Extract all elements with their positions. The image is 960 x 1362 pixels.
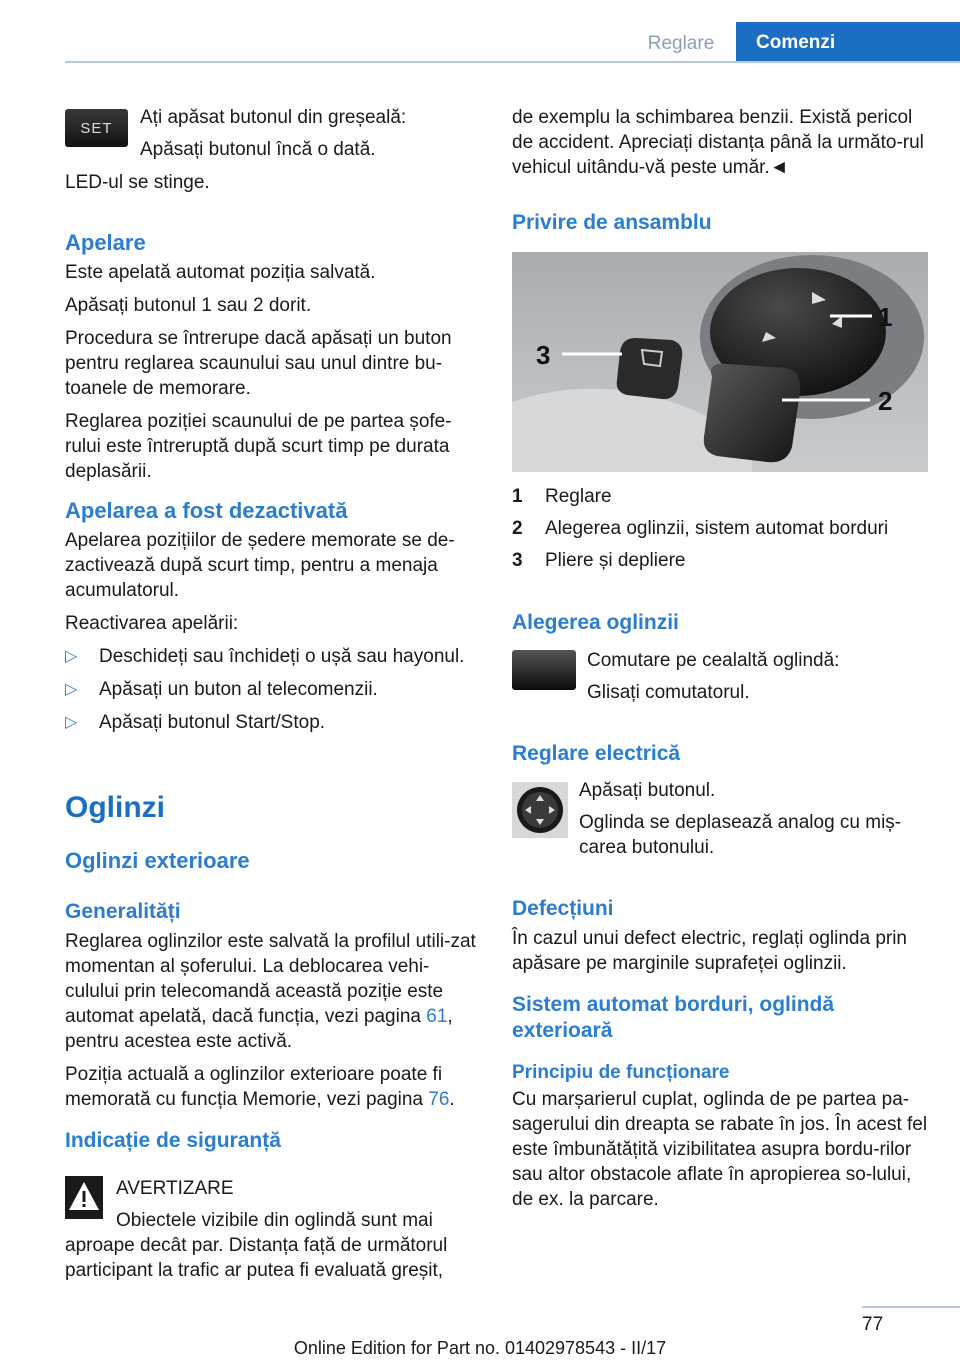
legend-text: Pliere și depliere bbox=[545, 550, 686, 571]
set-text-1: Ați apăsat butonul din greșeală: bbox=[140, 107, 407, 128]
warning-text: Obiectele vizibile din oglindă sunt mai aproape decât par. Distanța față de următorul participant la trafic ar putea fi evaluată greșit, bbox=[65, 1210, 448, 1281]
bullet-icon: ▷ bbox=[65, 714, 78, 731]
heading-reglare-electrica: Reglare electrică bbox=[512, 742, 681, 765]
set-button-icon bbox=[65, 109, 128, 147]
paragraph-text: Poziția actuală a oglinzilor exterioare poate fi memorată cu funcția Memorie, vezi pagina bbox=[65, 1064, 443, 1110]
callout-2: 2 bbox=[878, 386, 893, 416]
set-text-2: Apăsați butonul încă o dată. bbox=[140, 139, 376, 160]
set-button-label: SET bbox=[80, 119, 113, 137]
heading-dezactivata: Apelarea a fost dezactivată bbox=[65, 498, 348, 523]
heading-indicatie-siguranta: Indicație de siguranță bbox=[65, 1129, 281, 1152]
paragraph: În cazul unui defect electric, reglați oglinda prin apăsare pe marginile suprafeței oglinzii. bbox=[512, 928, 908, 974]
list-item bbox=[65, 644, 477, 669]
heading-oglinzi-exterioare: Oglinzi exterioare bbox=[65, 848, 250, 873]
heading-generalitati: Generalități bbox=[65, 900, 181, 923]
legend-text: Reglare bbox=[545, 486, 612, 507]
mirror-control-image bbox=[512, 252, 928, 472]
paragraph: Apelarea pozițiilor de ședere memorate se de‐zactivează după scurt timp, pentru a menaja acumulatorul. bbox=[65, 530, 455, 601]
paragraph: Cu marșarierul cuplat, oglinda de pe partea pa‐sagerului din dreapta se rabate în jos. În acest fel este îmbunătățită vizibilitatea asupra bordu‐rilor sau altor obstacole aflate în apropierea so‐lului, de ex. la parcare. bbox=[512, 1089, 928, 1210]
warning-label: AVERTIZARE bbox=[116, 1178, 234, 1199]
set-text-3: LED-ul se stinge. bbox=[65, 172, 210, 193]
legend-number: 2 bbox=[512, 518, 523, 539]
list-item bbox=[65, 710, 477, 735]
mirror-adjust-icon bbox=[512, 782, 568, 838]
legend-item bbox=[512, 548, 932, 573]
continued-text: de exemplu la schimbarea benzii. Există pericol de accident. Apreciați distanța până la următo‐rul vehicul uitându-vă peste umăr.◄ bbox=[512, 107, 924, 178]
footer-divider bbox=[862, 1306, 960, 1308]
bullet-icon: ▷ bbox=[65, 648, 78, 665]
left-column-lower bbox=[65, 899, 477, 1158]
legend-number: 1 bbox=[512, 486, 523, 507]
page-number: 77 bbox=[862, 1314, 884, 1335]
mirror-switch-icon bbox=[512, 650, 576, 690]
list-item-text: Apăsați un buton al telecomenzii. bbox=[99, 679, 378, 700]
edition-footer: Online Edition for Part no. 01402978543 - II/17 bbox=[293, 1338, 667, 1358]
paragraph-text: Reglarea oglinzilor este salvată la profilul utili‐zat momentan al șoferului. La deblocarea vehi‐culului prin telecomandă această poziție este automat apelată, dacă funcția, vezi pagina bbox=[65, 931, 476, 1027]
heading-alegerea-oglinzii: Alegerea oglinzii bbox=[512, 611, 679, 634]
page-link-76[interactable]: 76 bbox=[428, 1089, 450, 1110]
list-item-text: Apăsați butonul Start/Stop. bbox=[99, 712, 326, 733]
tab-section[interactable]: Reglare bbox=[647, 33, 715, 54]
paragraph-text: . bbox=[449, 1089, 455, 1110]
heading-privire-ansamblu: Privire de ansamblu bbox=[512, 211, 712, 234]
list-item bbox=[65, 677, 477, 702]
left-column bbox=[65, 230, 477, 743]
select-text-1: Comutare pe cealaltă oglindă: bbox=[587, 650, 840, 671]
paragraph: Reglarea poziției scaunului de pe partea șofe‐rului este întreruptă după scurt timp pe durata deplasării. bbox=[65, 411, 452, 482]
callout-3: 3 bbox=[536, 340, 551, 370]
heading-defectiuni: Defecțiuni bbox=[512, 897, 614, 920]
legend-text: Alegerea oglinzii, sistem automat borduri bbox=[545, 518, 889, 539]
heading-principiu-functionare: Principiu de funcționare bbox=[512, 1062, 730, 1083]
electric-text-1: Apăsați butonul. bbox=[579, 780, 716, 801]
electric-text-2: Oglinda se deplasează analog cu miș‐carea butonului. bbox=[579, 812, 902, 858]
legend-list bbox=[512, 484, 932, 580]
select-text-2: Glisați comutatorul. bbox=[587, 682, 750, 703]
paragraph-text: , pentru acestea este activă. bbox=[65, 1006, 453, 1052]
paragraph bbox=[65, 1062, 477, 1112]
header-divider bbox=[65, 61, 960, 63]
list-item-text: Deschideți sau închideți o ușă sau hayonul. bbox=[99, 646, 465, 667]
heading-oglinzi: Oglinzi bbox=[65, 791, 165, 824]
paragraph: Procedura se întrerupe dacă apăsați un buton pentru reglarea scaunului sau unul dintre bu‐toanele de memorare. bbox=[65, 328, 452, 399]
heading-sistem-automat-borduri: Sistem automat borduri, oglindă exterioară bbox=[512, 993, 835, 1042]
bullet-icon: ▷ bbox=[65, 681, 78, 698]
paragraph: Este apelată automat poziția salvată. bbox=[65, 262, 376, 283]
page-link-61[interactable]: 61 bbox=[426, 1006, 448, 1027]
legend-item bbox=[512, 484, 932, 509]
tab-chapter[interactable]: Comenzi bbox=[736, 22, 960, 62]
legend-number: 3 bbox=[512, 550, 523, 571]
paragraph: Apăsați butonul 1 sau 2 dorit. bbox=[65, 295, 312, 316]
paragraph bbox=[65, 929, 477, 1054]
paragraph: Reactivarea apelării: bbox=[65, 613, 239, 634]
heading-apelare: Apelare bbox=[65, 230, 146, 255]
right-column-lower bbox=[512, 896, 932, 1220]
legend-item bbox=[512, 516, 932, 541]
callout-1: 1 bbox=[878, 302, 893, 332]
